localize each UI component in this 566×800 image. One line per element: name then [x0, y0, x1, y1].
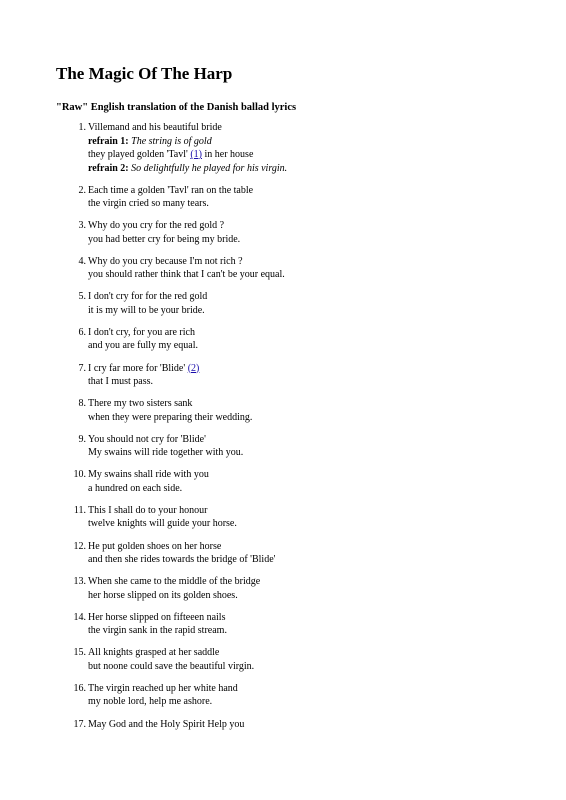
verse-line: and you are fully my equal. — [88, 340, 198, 352]
verse-line: You should not cry for 'Blide' — [88, 433, 206, 445]
verse-number: 7. — [78, 362, 86, 374]
verse-line: the virgin sank in the rapid stream. — [88, 625, 227, 637]
verse-line: you had better cry for being my bride. — [88, 233, 241, 245]
verse-number: 6. — [78, 326, 86, 338]
verse-item — [0, 219, 566, 246]
verse-line: Her horse slipped on fifteeen nails — [88, 611, 226, 623]
verse-item — [0, 362, 566, 389]
verse-number: 15. — [73, 647, 86, 659]
verse-number: 16. — [73, 682, 86, 694]
verse-number: 2. — [78, 184, 86, 196]
verse-number: 11. — [73, 504, 86, 516]
verse-line — [88, 148, 287, 162]
refrain-line — [88, 135, 287, 149]
verse-line: My swains shall ride with you — [88, 469, 209, 481]
verse-line: All knights grasped at her saddle — [88, 647, 220, 659]
verse-item — [0, 575, 566, 602]
verse-line: He put golden shoes on her horse — [88, 540, 222, 552]
verse-text: they played golden 'Tavl' — [88, 149, 188, 160]
verse-line: This I shall do to your honour — [88, 504, 208, 516]
page-title: The Magic Of The Harp — [56, 64, 233, 83]
verse-line: When she came to the middle of the bridge — [88, 576, 261, 588]
verse-number: 5. — [78, 291, 86, 303]
verse-number: 4. — [78, 255, 86, 267]
verse-item — [0, 646, 566, 673]
page-subtitle: "Raw" English translation of the Danish ballad lyrics — [56, 102, 297, 113]
verse-line: the virgin cried so many tears. — [88, 198, 209, 210]
verse-item — [0, 184, 566, 211]
refrain-line — [88, 162, 287, 176]
verse-line: my noble lord, help me ashore. — [88, 696, 213, 708]
verse-item — [0, 255, 566, 282]
verse-number: 9. — [78, 433, 86, 445]
verse-line: My swains will ride together with you. — [88, 447, 244, 459]
verse-line: her horse slipped on its golden shoes. — [88, 589, 238, 601]
verse-line: when they were preparing their wedding. — [88, 411, 253, 423]
verse-line: twelve knights will guide your horse. — [88, 518, 237, 530]
verse-line: and then she rides towards the bridge of 'Blide' — [88, 554, 276, 566]
refrain-label: refrain 2: — [88, 162, 129, 174]
verse-item — [0, 397, 566, 424]
verse-line: I don't cry, for you are rich — [88, 326, 195, 338]
refrain-text: The string is of gold — [131, 135, 212, 147]
verse-item — [0, 718, 566, 745]
verse-line: it is my will to be your bride. — [88, 304, 205, 316]
verse-line: The virgin reached up her white hand — [88, 682, 238, 694]
verse-line: but noone could save the beautiful virgin. — [88, 660, 255, 672]
verse-item — [0, 433, 566, 460]
verse-number: 14. — [73, 611, 86, 623]
verse-item — [0, 682, 566, 709]
verse-item — [0, 290, 566, 317]
verse-line: a hundred on each side. — [88, 482, 183, 494]
refrain-text: So delightfully he played for his virgin. — [131, 162, 288, 174]
footnote-link[interactable]: (1) — [190, 149, 202, 160]
verse-line: that I must pass. — [88, 376, 153, 388]
verse-item — [0, 504, 566, 531]
verse-line: I don't cry for for the red gold — [88, 291, 208, 303]
verse-item — [0, 121, 566, 175]
verse-line: May God and the Holy Spirit Help you — [88, 718, 245, 730]
verse-number: 1. — [78, 122, 86, 133]
refrain-label: refrain 1: — [88, 135, 129, 147]
verse-line — [88, 362, 199, 376]
verse-line: Each time a golden 'Tavl' ran on the table — [88, 184, 254, 196]
verse-line: There my two sisters sank — [88, 398, 193, 410]
verse-number: 12. — [73, 540, 86, 552]
footnote-link[interactable]: (2) — [187, 362, 200, 374]
verse-number: 13. — [73, 576, 86, 588]
verse-line: Why do you cry because I'm not rich ? — [88, 255, 243, 267]
verse-list — [0, 121, 566, 753]
verse-number: 17. — [73, 718, 86, 730]
verse-number: 3. — [78, 220, 86, 232]
verse-number: 8. — [78, 398, 86, 410]
verse-line: Why do you cry for the red gold ? — [88, 220, 225, 232]
verse-number: 10. — [73, 469, 86, 481]
verse-text: I cry far more for 'Blide' — [88, 362, 186, 374]
verse-line: you should rather think that I can't be your equal. — [88, 269, 285, 281]
verse-item — [0, 468, 566, 495]
verse-item — [0, 611, 566, 638]
verse-line: Villemand and his beautiful bride — [88, 122, 222, 133]
verse-item — [0, 326, 566, 353]
verse-item — [0, 540, 566, 567]
verse-text: in her house — [204, 149, 254, 160]
